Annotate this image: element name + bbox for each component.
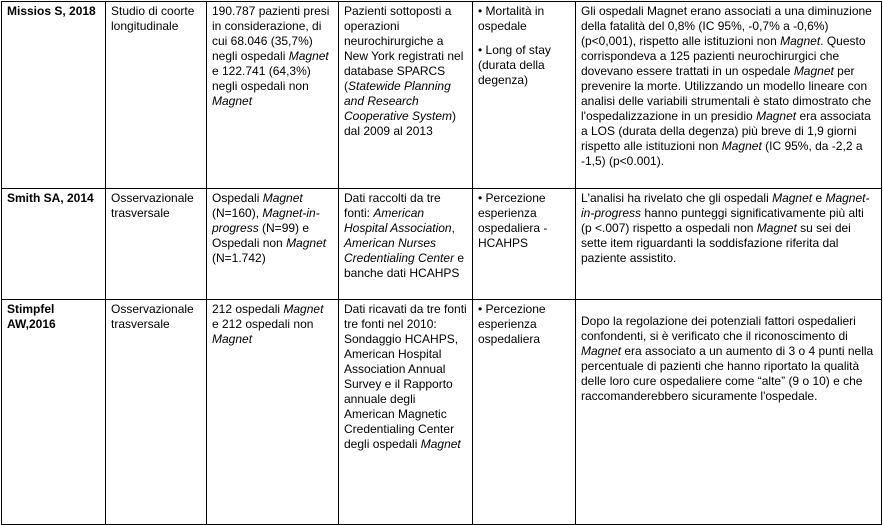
text-run: (N=160), xyxy=(212,206,263,220)
text-run: e xyxy=(812,191,826,205)
table-row xyxy=(2,189,882,300)
text-run: (N=99) e Ospedali non xyxy=(212,221,310,250)
table-row xyxy=(2,2,882,189)
italic-term: Magnet xyxy=(212,94,253,108)
design-cell: Osservazionale trasversale xyxy=(106,189,207,300)
italic-term: Magnet xyxy=(581,344,622,358)
design-cell: Osservazionale trasversale xyxy=(106,300,207,525)
italic-term: Magnet xyxy=(283,302,324,316)
sample-cell xyxy=(207,2,339,189)
results-cell xyxy=(576,189,882,300)
outcomes-cell xyxy=(473,189,576,300)
text-run: per prevenire la morte. Utilizzando un modello lineare con analisi delle variabili strumentali è stato dimostrato che l'ospedalizzazione in un presidio xyxy=(581,64,872,123)
text-run: Ospedali xyxy=(212,191,263,205)
text-run: Dati ricavati da tre fonti tre fonti nel 2010: Sondaggio HCAHPS, American Hospital Association Annual Survey e il Rapporto annuale degli American Magnetic Credentialing Center degli ospedali xyxy=(344,302,467,451)
design-cell: Studio di coorte longitudinale xyxy=(106,2,207,189)
outcomes-cell xyxy=(473,300,576,525)
text-run: 212 ospedali xyxy=(212,302,284,316)
italic-term: Magnet xyxy=(756,109,797,123)
italic-term: Magnet-in-progress xyxy=(212,206,320,235)
italic-term: American Nurses Credentialing Center xyxy=(344,236,455,265)
italic-term: Statewide Planning and Research Cooperative System xyxy=(344,79,453,123)
text-run: e 212 ospedali non xyxy=(212,317,314,331)
italic-term: Magnet xyxy=(772,191,813,205)
source-cell xyxy=(339,300,473,525)
text-run: ) dal 2009 al 2013 xyxy=(344,109,457,138)
text-run: . Questo corrispondeva a 125 pazienti neurochirurgici che dovevano essere trattati in un ospedale xyxy=(581,34,866,78)
text-run: e 122.741 (64,3%) negli ospedali non xyxy=(212,64,311,93)
italic-term: Magnet xyxy=(288,49,329,63)
text-run: era associata a LOS (durata della degenza) più breve di 1,9 giorni rispetto alle istituzioni non xyxy=(581,109,871,153)
italic-term: Magnet xyxy=(756,221,797,235)
text-run: , xyxy=(451,221,455,235)
italic-term: Magnet xyxy=(721,139,762,153)
italic-term: Magnet xyxy=(793,64,834,78)
italic-term: Magnet xyxy=(262,191,303,205)
text-run: e banche dati HCAHPS xyxy=(344,251,465,280)
italic-term: American Hospital Association xyxy=(344,206,452,235)
source-cell xyxy=(339,189,473,300)
outcome-item: • Percezione esperienza ospedaliera xyxy=(478,302,546,346)
text-run: era associato a un aumento di 3 o 4 punti nella percentuale di pazienti che hanno riportato la qualità delle loro cure ospedaliere come “alte” (9 o 10) e che raccomanderebbero sicuramente l'ospedale. xyxy=(581,344,874,403)
text-run: Dopo la regolazione dei potenziali fattori ospedalieri confondenti, si è verificato che il riconoscimento di xyxy=(581,314,856,343)
outcome-item: • Percezione esperienza ospedaliera - HCAHPS xyxy=(478,191,548,250)
italic-term: Magnet xyxy=(212,332,253,346)
italic-term: Magnet xyxy=(780,34,821,48)
text-run: (IC 95%, da -2,2 a -1,5) (p<0.001). xyxy=(581,139,863,168)
text-run: Gli ospedali Magnet erano associati a una diminuzione della fatalità del 0,8% (IC 95%, -0,7% a -0,6%) (p<0,001), rispetto alle istituzioni non xyxy=(581,4,872,48)
author-cell: Missios S, 2018 xyxy=(2,2,106,189)
studies-table xyxy=(1,1,882,525)
text-run: su sei dei sette item riguardanti la soddisfazione riferita dal paziente assistito. xyxy=(581,221,851,265)
text-run: Pazienti sottoposti a operazioni neurochirurgiche a New York registrati nel database SPARCS ( xyxy=(344,4,464,93)
author-cell: Stimpfel AW,2016 xyxy=(2,300,106,525)
sample-cell xyxy=(207,189,339,300)
outcomes-cell xyxy=(473,2,576,189)
italic-term: Magnet xyxy=(420,437,461,451)
sample-cell xyxy=(207,300,339,525)
text-run: (N=1.742) xyxy=(212,251,266,265)
results-cell xyxy=(576,2,882,189)
source-cell xyxy=(339,2,473,189)
italic-term: Magnet-in-progress xyxy=(581,191,870,220)
results-cell xyxy=(576,300,882,525)
italic-term: Magnet xyxy=(286,236,327,250)
text-run: hanno punteggi significativamente più alti (p <.007) rispetto a ospedali non xyxy=(581,206,864,235)
outcome-item: • Mortalità in ospedale xyxy=(478,4,545,33)
text-run: L'analisi ha rivelato che gli ospedali xyxy=(581,191,773,205)
table-row xyxy=(2,300,882,525)
author-cell: Smith SA, 2014 xyxy=(2,189,106,300)
text-run: 190.787 pazienti presi in considerazione, di cui 68.046 (35,7%) negli ospedali xyxy=(212,4,330,63)
text-run: Dati raccolti da tre fonti: xyxy=(344,191,441,220)
outcome-item: • Long of stay (durata della degenza) xyxy=(478,43,551,87)
